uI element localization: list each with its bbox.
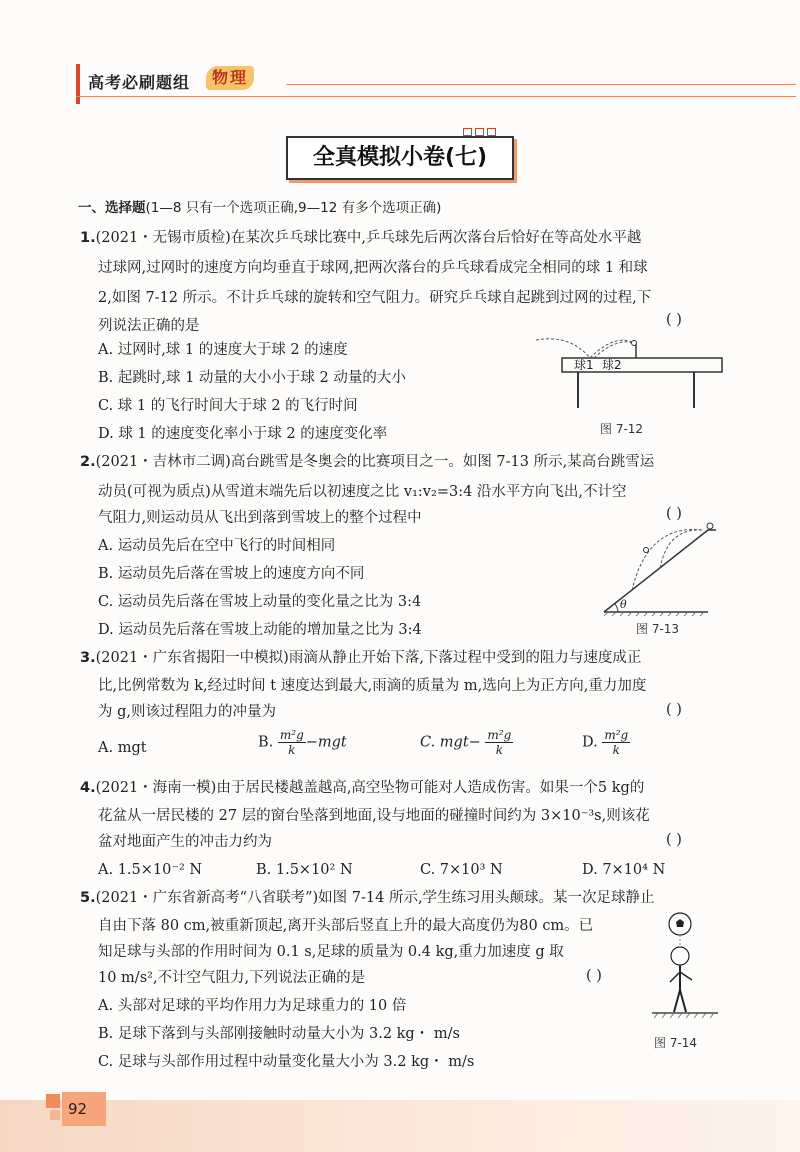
q2-line-2: 动员(可视为质点)从雪道末端先后以初速度之比 v₁:v₂=3:4 沿水平方向飞出,不计空 (98, 484, 627, 500)
footer-decoration-square (46, 1094, 60, 1108)
q2-option-b[interactable]: B. 运动员先后落在雪坡上的速度方向不同 (98, 566, 365, 582)
student-leg-left (674, 990, 680, 1012)
q5-option-c[interactable]: C. 足球与头部作用过程中动量变化量大小为 3.2 kg・ m/s (98, 1054, 475, 1070)
fraction-numerator: m²g (604, 728, 629, 742)
footer-decoration-square-small (50, 1110, 60, 1120)
q2-option-c[interactable]: C. 运动员先后落在雪坡上动量的变化量之比为 3:4 (98, 594, 422, 610)
q1-line-2: 过球网,过网时的速度方向均垂直于球网,把两次落台的乒乓球看成完全相同的球 1 和球 (98, 260, 648, 276)
student-leg-right (680, 990, 686, 1012)
figure-7-12-table-diagram (530, 330, 730, 410)
q2-option-d[interactable]: D. 运动员先后落在雪坡上动能的增加量之比为 3:4 (98, 622, 422, 638)
q5-number: 5. (80, 890, 96, 906)
header-rule (286, 84, 796, 85)
section-label: 一、选择题 (78, 200, 146, 216)
q3-option-d[interactable] (582, 728, 630, 757)
q5-option-b[interactable]: B. 足球下落到与头部刚接触时动量大小为 3.2 kg・ m/s (98, 1026, 460, 1042)
q4-option-d[interactable]: D. 7×10⁴ N (582, 862, 666, 878)
page-number-tab (46, 1092, 106, 1126)
q1-option-d[interactable]: D. 球 1 的速度变化率小于球 2 的速度变化率 (98, 426, 388, 442)
q3-option-b[interactable] (258, 728, 347, 757)
figure-7-13-slope-diagram (598, 520, 722, 620)
page-header (76, 64, 726, 104)
q3-option-c-fraction (485, 728, 513, 757)
ball-icon (632, 341, 637, 346)
section-heading (78, 198, 441, 218)
q5-line-2: 自由下落 80 cm,被重新顶起,离开头部后竖直上升的最大高度仍为80 cm。已 (98, 918, 594, 934)
q3-line-3: 为 g,则该过程阻力的冲量为 (98, 704, 276, 720)
q3-option-c[interactable] (420, 728, 513, 757)
q1-line-4: 列说法正确的是 (98, 318, 200, 334)
q1-option-a[interactable]: A. 过网时,球 1 的速度大于球 2 的速度 (98, 342, 348, 358)
q4-option-c[interactable]: C. 7×10³ N (420, 862, 503, 878)
figure-label-ball2: 球2 (602, 358, 622, 372)
q4-option-b[interactable]: B. 1.5×10² N (256, 862, 353, 878)
q1-option-b[interactable]: B. 起跳时,球 1 动量的大小小于球 2 动量的大小 (98, 370, 406, 386)
fraction-numerator: m²g (279, 728, 304, 742)
q4-line-1 (80, 778, 644, 798)
paper-title-block (286, 130, 514, 180)
q2-text-1: (2021・吉林市二调)高台跳雪是冬奥会的比赛项目之一。如图 7-13 所示,某高台跳雪运 (95, 454, 655, 470)
q3-answer-paren[interactable]: ( ) (666, 702, 682, 718)
q4-line-2: 花盆从一居民楼的 27 层的窗台坠落到地面,设与地面的碰撞时间约为 3×10⁻³s,则该花 (98, 808, 650, 824)
q5-line-3: 知足球与头部的作用时间为 0.1 s,足球的质量为 0.4 kg,重力加速度 g 取 (98, 944, 564, 960)
q3-option-a[interactable]: A. mgt (98, 740, 147, 756)
fraction-denominator: k (612, 743, 620, 757)
angle-arc (615, 604, 618, 612)
q4-option-a[interactable]: A. 1.5×10⁻² N (98, 862, 203, 878)
skier-icon (707, 523, 713, 529)
q2-option-a[interactable]: A. 运动员先后在空中飞行的时间相同 (98, 538, 336, 554)
q3-option-d-label: D. (582, 734, 598, 751)
page-number: 92 (62, 1092, 106, 1126)
book-brand: 高考必刷题组 (88, 73, 191, 92)
q3-line-2: 比,比例常数为 k,经过时间 t 速度达到最大,雨滴的质量为 m,选向上为正方向,重力加度 (98, 678, 647, 694)
q2-answer-paren[interactable]: ( ) (666, 506, 682, 522)
ground-hatching (654, 1013, 714, 1018)
q3-option-b-label: B. (258, 734, 274, 751)
paper-title: 全真模拟小卷(七) (312, 145, 488, 170)
subject-badge: 物理 (206, 66, 254, 90)
q3-option-d-fraction (602, 728, 630, 757)
q1-text-1: (2021・无锡市质检)在某次乒乓球比赛中,乒乓球先后两次落台后恰好在等高处水平越 (95, 230, 642, 246)
ball-1-trajectory (536, 339, 636, 358)
student-arm-right (680, 972, 692, 980)
skier-midair-icon (644, 548, 649, 553)
q4-number: 4. (80, 780, 96, 796)
q3-number: 3. (80, 650, 96, 666)
q1-line-3: 2,如图 7-12 所示。不计乒乓球的旋转和空气阻力。研究乒乓球自起跳到过网的过程,下 (98, 290, 652, 306)
ball-2-trajectory (594, 342, 636, 358)
q3-text-1: (2021・广东省揭阳一中模拟)雨滴从静止开始下落,下落过程中受到的阻力与速度成正 (95, 650, 642, 666)
q2-line-3: 气阻力,则运动员从飞出到落到雪坡上的整个过程中 (98, 510, 422, 526)
angle-theta-label: θ (620, 598, 627, 611)
title-decoration (463, 128, 496, 136)
section-note: (1—8 只有一个选项正确,9—12 有多个选项正确) (145, 200, 442, 216)
q1-line-1 (80, 228, 641, 248)
figure-7-12-caption: 图 7-12 (600, 422, 644, 436)
q2-line-1 (80, 452, 654, 472)
q3-option-b-suffix: −mgt (305, 734, 347, 751)
fraction-denominator: k (288, 743, 296, 757)
q5-text-1: (2021・广东省新高考“八省联考”)如图 7-14 所示,学生练习用头颠球。某一次足球静止 (95, 890, 655, 906)
q4-line-3: 盆对地面产生的冲击力约为 (98, 834, 272, 850)
student-arm-left (670, 972, 680, 982)
figure-label-ball1: 球1 (574, 358, 594, 372)
q5-line-1 (80, 888, 655, 908)
fraction-numerator: m²g (487, 728, 512, 742)
q1-option-c[interactable]: C. 球 1 的飞行时间大于球 2 的飞行时间 (98, 398, 358, 414)
q3-option-b-fraction (278, 728, 306, 757)
header-accent-bar (76, 64, 80, 104)
figure-7-14-caption: 图 7-14 (654, 1036, 698, 1050)
q2-number: 2. (80, 454, 96, 470)
q5-answer-paren[interactable]: ( ) (586, 968, 602, 984)
paper-title-box (286, 136, 514, 180)
q1-answer-paren[interactable]: ( ) (666, 312, 682, 328)
q3-option-c-label: C. mgt− (420, 734, 481, 751)
q5-line-4: 10 m/s²,不计空气阻力,下列说法正确的是 (98, 970, 366, 986)
footer-band (0, 1100, 800, 1152)
q4-answer-paren[interactable]: ( ) (666, 832, 682, 848)
q5-option-a[interactable]: A. 头部对足球的平均作用力为足球重力的 10 倍 (98, 998, 407, 1014)
student-head-icon (671, 947, 689, 965)
q3-line-1 (80, 648, 641, 668)
q1-number: 1. (80, 230, 96, 246)
header-rule-lower (76, 96, 796, 97)
figure-7-14-heading-diagram (650, 910, 720, 1022)
q4-text-1: (2021・海南一模)由于居民楼越盖越高,高空坠物可能对人造成伤害。如果一个5 kg的 (95, 780, 645, 796)
fraction-denominator: k (495, 743, 503, 757)
figure-7-13-caption: 图 7-13 (636, 622, 680, 636)
